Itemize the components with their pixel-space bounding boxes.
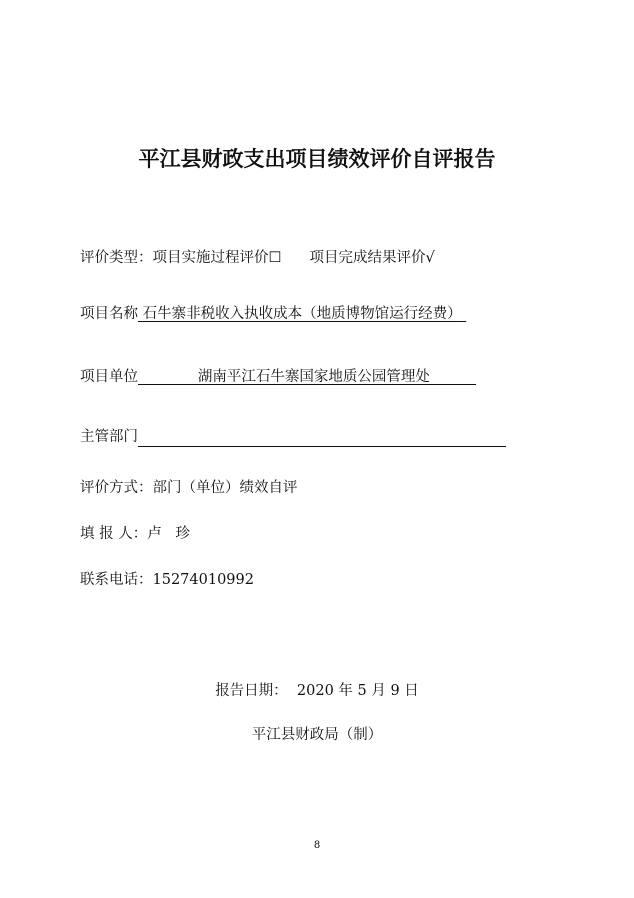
eval-type-process-option: 项目实施过程评价☐ xyxy=(152,250,282,266)
eval-type-label: 评价类型： xyxy=(80,250,153,266)
project-unit-value: 湖南平江石牛寨国家地质公园管理处 xyxy=(197,369,430,385)
project-unit-row xyxy=(80,367,476,387)
reporter-row xyxy=(80,524,190,544)
project-name-row xyxy=(80,304,466,324)
reporter-label: 填 报 人： xyxy=(80,526,148,542)
project-unit-label: 项目单位 xyxy=(80,369,138,385)
supervisor-label: 主管部门 xyxy=(80,429,138,445)
phone-value: 15274010992 xyxy=(152,572,254,588)
page-number: 8 xyxy=(313,840,321,851)
project-name-value: 石牛寨非税收入执收成本（地质博物馆运行经费） xyxy=(142,306,462,322)
eval-type-row xyxy=(80,248,435,268)
eval-method-label: 评价方式： xyxy=(80,480,153,496)
eval-method-value: 部门（单位）绩效自评 xyxy=(152,480,298,496)
supervisor-value-line xyxy=(138,430,506,447)
eval-type-result-option: 项目完成结果评价√ xyxy=(309,250,435,266)
report-date: 报告日期： 2020 年 5 月 9 日 xyxy=(215,683,419,699)
eval-method-row xyxy=(80,478,298,498)
phone-row xyxy=(80,570,254,590)
reporter-value: 卢 珍 xyxy=(147,526,191,542)
document-title: 平江县财政支出项目绩效评价自评报告 xyxy=(138,147,496,171)
issuer: 平江县财政局（制） xyxy=(251,727,383,743)
phone-label: 联系电话： xyxy=(80,572,153,588)
supervisor-row xyxy=(80,427,506,447)
project-name-label: 项目名称 xyxy=(80,306,138,322)
